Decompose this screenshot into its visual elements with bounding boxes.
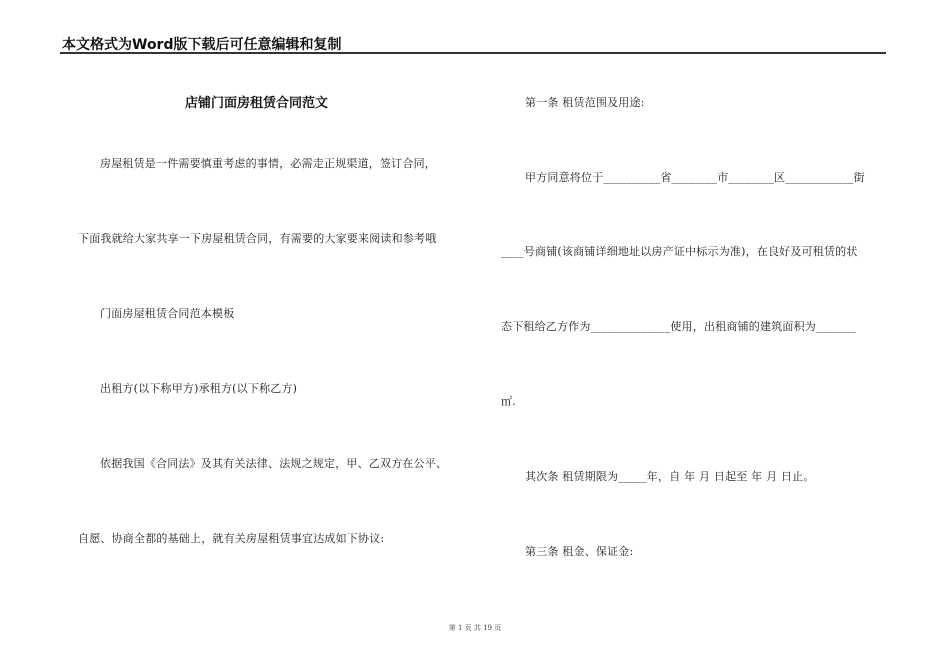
header-text: 本文格式为Word版下载后可任意编辑和复制 xyxy=(62,37,342,53)
paragraph-line: 甲方同意将位于__________省________市________区____________街 xyxy=(525,171,865,184)
paragraph-line: 出租方(以下称甲方)承租方(以下称乙方) xyxy=(100,382,298,395)
clause-heading: 第一条 租赁范围及用途: xyxy=(525,96,645,109)
paragraph-line: 门面房屋租赁合同范本模板 xyxy=(100,307,235,320)
clause-heading: 第三条 租金、保证金: xyxy=(525,545,634,558)
paragraph-line: 下面我就给大家共享一下房屋租赁合同，有需要的大家要来阅读和参考哦 xyxy=(78,232,437,245)
paragraph-line: ㎡. xyxy=(501,395,516,408)
paragraph-line: 自愿、协商全都的基础上，就有关房屋租赁事宜达成如下协议: xyxy=(78,532,385,545)
paragraph-line: 房屋租赁是一件需要慎重考虑的事情，必需走正规渠道，签订合同， xyxy=(100,157,436,170)
header-divider xyxy=(60,52,886,54)
paragraph-line: 依据我国《合同法》及其有关法律、法规之规定，甲、乙双方在公平、 xyxy=(100,457,448,470)
clause-heading: 其次条 租赁期限为_____年，自 年 月 日起至 年 月 日止。 xyxy=(525,470,815,483)
paragraph-line: ____号商铺(该商铺详细地址以房产证中标示为准)，在良好及可租赁的状 xyxy=(501,245,858,258)
document-title: 店铺门面房租赁合同范文 xyxy=(185,96,329,111)
paragraph-line: 态下租给乙方作为______________使用，出租商铺的建筑面积为_______ xyxy=(501,320,856,333)
page-number: 第 1 页 共 19 页 xyxy=(448,624,502,632)
